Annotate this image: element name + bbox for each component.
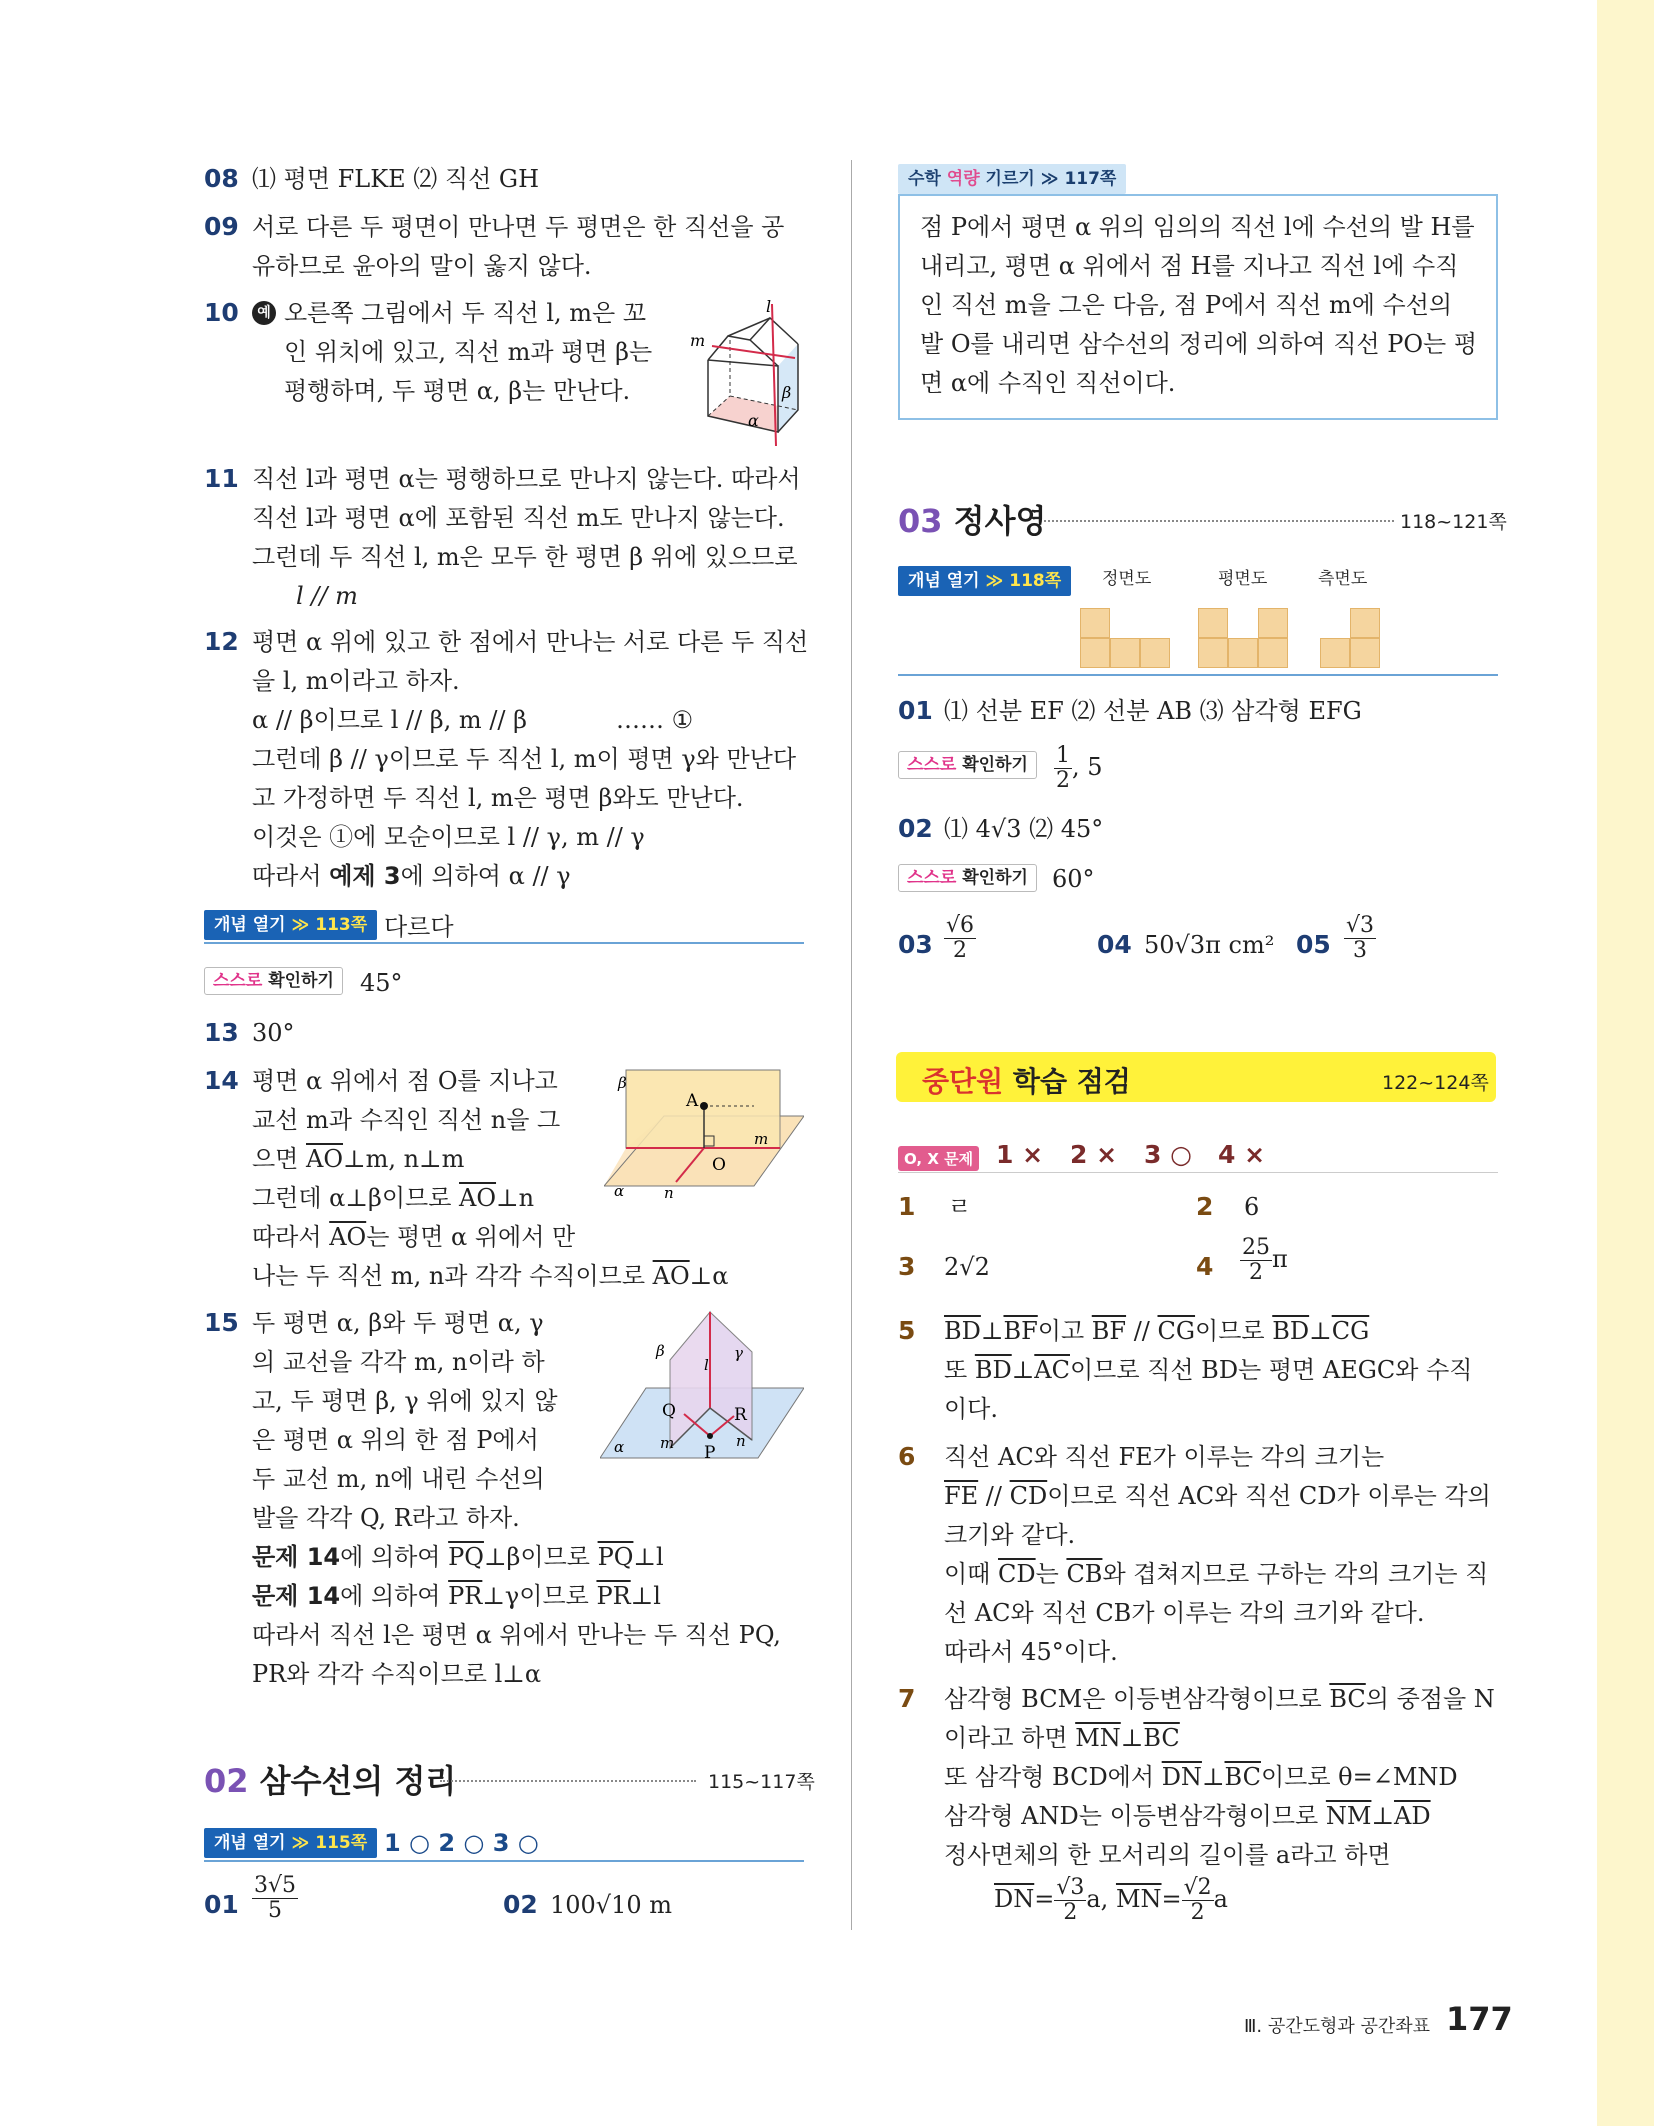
answer-text: ⑴ 선분 EF ⑵ 선분 AB ⑶ 삼각형 EFG	[944, 697, 1362, 725]
answer-text: 2√2	[944, 1253, 990, 1281]
answer-text: α // β이므로 l // β, m // β	[252, 706, 527, 734]
page-range: 122~124쪽	[1382, 1072, 1489, 1094]
svg-text:m: m	[690, 331, 706, 350]
concept-tag: 개념 열기 ≫ 118쪽	[898, 566, 1071, 596]
svg-text:n: n	[736, 1432, 746, 1450]
answer-text: 유하므로 윤아의 말이 옳지 않다.	[252, 252, 592, 280]
answer-text: 50√3π cm²	[1144, 931, 1275, 959]
column-divider	[851, 160, 852, 1930]
answer-text: 나는 두 직선 m, n과 각각 수직이므로 $\overline{AO}\perp\alpha$	[252, 1262, 729, 1290]
view-label-top: 평면도	[1218, 569, 1268, 589]
ox-item: 2 ×	[1070, 1140, 1118, 1169]
answer-number: 2	[1196, 1192, 1214, 1221]
answer-number: 02	[503, 1890, 538, 1919]
box-text: 면 α에 수직인 직선이다.	[920, 369, 1176, 397]
answer-text: 따라서 45°이다.	[944, 1638, 1118, 1666]
answer-text: 정사면체의 한 모서리의 길이를 a라고 하면	[944, 1841, 1391, 1869]
answer-text: 따라서 직선 l은 평면 α 위에서 만나는 두 직선 PQ,	[252, 1621, 781, 1649]
answer-text: 오른쪽 그림에서 두 직선 l, m은 꼬	[284, 299, 647, 327]
self-check-answer: 60°	[1052, 865, 1095, 893]
ox-label: O, X 문제	[898, 1146, 979, 1171]
concept-answer: 1 ○ 2 ○ 3 ○	[384, 1829, 539, 1857]
answer-fraction: $\frac{3√5}{5}$	[254, 1873, 297, 1923]
answer-number: 15	[204, 1308, 239, 1337]
banner-title: 중단원 학습 점검	[922, 1065, 1131, 1098]
answer-text: 선 AC와 직선 CB가 이루는 각의 크기와 같다.	[944, 1599, 1425, 1627]
example-badge: 예	[252, 301, 276, 325]
answer-number: 14	[204, 1066, 239, 1095]
answer-number: 02	[898, 814, 933, 843]
answer-text: 평면 α 위에서 점 O를 지나고	[252, 1067, 558, 1095]
svg-text:m: m	[754, 1130, 769, 1148]
answer-number: 3	[898, 1252, 916, 1281]
three-planes-figure	[600, 1308, 804, 1466]
page-range: 118~121쪽	[1400, 511, 1507, 533]
answer-text: 평면 α 위에 있고 한 점에서 만나는 서로 다른 두 직선	[252, 628, 809, 656]
page-range: 115~117쪽	[708, 1771, 815, 1793]
answer-text: 문제 14에 의하여 $\overline{PQ}\perp\beta$이므로 $\overline{PQ}\perp l$	[252, 1543, 664, 1571]
answer-number: 1	[898, 1192, 916, 1221]
svg-text:l: l	[704, 1356, 709, 1374]
answer-text: 또 삼각형 BCD에서 $\overline{DN}\perp\overline{BC}$이므로 θ=∠MND	[944, 1763, 1458, 1791]
answer-text: 직선 l과 평면 α에 포함된 직선 m도 만나지 않는다.	[252, 504, 785, 532]
answer-text: 고, 두 평면 β, γ 위에 있지 않	[252, 1387, 558, 1415]
answer-text: 그런데 β // γ이므로 두 직선 l, m이 평면 γ와 만난다	[252, 745, 797, 773]
svg-text:β: β	[618, 1074, 627, 1092]
self-check-tag: 스스로 확인하기	[204, 967, 343, 995]
answer-text: 이것은 ①에 모순이므로 l // γ, m // γ	[252, 823, 645, 851]
svg-text:n: n	[664, 1184, 674, 1202]
svg-text:Q: Q	[662, 1401, 676, 1421]
svg-text:α: α	[614, 1182, 625, 1200]
concept-tag: 개념 열기 ≫ 113쪽	[204, 910, 377, 940]
answer-text: PR와 각각 수직이므로 l⊥α	[252, 1660, 542, 1688]
answer-text: 인 위치에 있고, 직선 m과 평면 β는	[284, 338, 653, 366]
page-number: 177	[1446, 2000, 1513, 2038]
answer-number: 08	[204, 164, 239, 193]
prism-figure	[690, 296, 810, 446]
svg-text:β: β	[782, 383, 792, 402]
answer-text: $\overline{FE} // \overline{CD}$이므로 직선 AC와 직선 CD가 이루는 각의	[944, 1482, 1491, 1510]
answer-number: 13	[204, 1018, 239, 1047]
divider	[898, 1172, 1498, 1173]
answer-text: 은 평면 α 위의 한 점 P에서	[252, 1426, 539, 1454]
svg-text:β: β	[656, 1342, 665, 1360]
view-label-side: 측면도	[1318, 569, 1368, 589]
competency-tag: 수학 역량 기르기 ≫ 117쪽	[898, 164, 1126, 194]
side-margin-strip	[1597, 0, 1654, 2126]
answer-text: 을 l, m이라고 하자.	[252, 667, 460, 695]
divider	[204, 1860, 804, 1862]
answer-text: …… ①	[616, 706, 694, 734]
svg-text:A: A	[686, 1091, 699, 1111]
answer-number: 7	[898, 1684, 916, 1713]
answer-text: 의 교선을 각각 m, n이라 하	[252, 1348, 545, 1376]
answer-text: 따라서 예제 3에 의하여 α // γ	[252, 862, 571, 890]
svg-text:γ: γ	[734, 1344, 743, 1362]
answer-fraction: $\frac{√3}{3}$	[1346, 913, 1375, 963]
answer-number: 01	[898, 696, 933, 725]
section-heading: 02 삼수선의 정리	[204, 1762, 457, 1800]
self-check-tag: 스스로 확인하기	[898, 751, 1037, 779]
answer-number: 04	[1097, 930, 1132, 959]
svg-text:O: O	[712, 1155, 726, 1175]
answer-fraction: $\frac{√6}{2}$	[946, 913, 975, 963]
svg-text:P: P	[704, 1443, 716, 1463]
answer-text: 문제 14에 의하여 $\overline{PR}\perp\gamma$이므로 $\overline{PR}\perp l$	[252, 1582, 661, 1610]
answer-number: 6	[898, 1442, 916, 1471]
answer-text: 이다.	[944, 1395, 998, 1423]
chapter-label: Ⅲ. 공간도형과 공간좌표	[1244, 2016, 1431, 2037]
answer-text: 발을 각각 Q, R라고 하자.	[252, 1504, 520, 1532]
self-check-answer: 45°	[360, 969, 403, 997]
view-label-front: 정면도	[1102, 569, 1152, 589]
section-heading: 03 정사영	[898, 502, 1047, 540]
answer-text: l // m	[296, 582, 358, 610]
answer-text: $\overline{DN}=$ $\frac{√3}{2}$ a, $\overline{MN}=$ $\frac{√2}{2}$ a	[994, 1875, 1228, 1925]
svg-text:m: m	[660, 1434, 675, 1452]
answer-text: 두 평면 α, β와 두 평면 α, γ	[252, 1309, 544, 1337]
answer-text: 그런데 두 직선 l, m은 모두 한 평면 β 위에 있으므로	[252, 543, 798, 571]
answer-text: 으면 $\overline{AO}\perp m$, n⊥m	[252, 1145, 465, 1173]
answer-number: 4	[1196, 1252, 1214, 1281]
self-check-tag: 스스로 확인하기	[898, 864, 1037, 892]
dotted-leader	[440, 1780, 696, 1782]
answer-text: 6	[1244, 1193, 1260, 1221]
concept-answer: 다르다	[384, 913, 454, 941]
answer-text: 교선 m과 수직인 직선 n을 그	[252, 1106, 561, 1134]
answer-text: 삼각형 BCM은 이등변삼각형이므로 $\overline{BC}$의 중점을 N	[944, 1685, 1495, 1713]
answer-text: 크기와 같다.	[944, 1521, 1076, 1549]
answer-text: 이때 $\overline{CD}$는 $\overline{CB}$와 겹쳐지므로 구하는 각의 크기는 직	[944, 1560, 1489, 1588]
answer-text: 그런데 α⊥β이므로 $\overline{AO}\perp n$	[252, 1184, 535, 1212]
box-text: 점 P에서 평면 α 위의 임의의 직선 l에 수선의 발 H를	[920, 213, 1475, 241]
answer-text: 서로 다른 두 평면이 만나면 두 평면은 한 직선을 공	[252, 213, 785, 241]
ox-item: 3 ○	[1144, 1140, 1192, 1169]
self-check-answer: $\frac{1}{2}$ , 5	[1056, 743, 1103, 793]
answer-text: ⑴ 4√3 ⑵ 45°	[944, 815, 1104, 843]
divider	[898, 674, 1498, 676]
svg-text:R: R	[734, 1405, 747, 1425]
answer-number: 03	[898, 930, 933, 959]
box-text: 인 직선 m을 그은 다음, 점 P에서 직선 m에 수선의	[920, 291, 1453, 319]
box-text: 내리고, 평면 α 위에서 점 H를 지나고 직선 l에 수직	[920, 252, 1459, 280]
answer-text: 평행하며, 두 평면 α, β는 만난다.	[284, 377, 631, 405]
box-text: 발 O를 내리면 삼수선의 정리에 의하여 직선 PO는 평	[920, 330, 1478, 358]
answer-text: ⑴ 평면 FLKE ⑵ 직선 GH	[252, 165, 540, 193]
answer-text: 따라서 $\overline{AO}$는 평면 α 위에서 만	[252, 1223, 576, 1251]
answer-text: 직선 l과 평면 α는 평행하므로 만나지 않는다. 따라서	[252, 465, 801, 493]
answer-text: 삼각형 AND는 이등변삼각형이므로 $\overline{NM}\perp\overline{AD}$	[944, 1802, 1431, 1830]
answer-text: 30°	[252, 1019, 295, 1047]
perpendicular-planes-figure	[604, 1066, 804, 1216]
answer-number: 09	[204, 212, 239, 241]
answer-text: 이라고 하면 $\overline{MN}\perp\overline{BC}$	[944, 1724, 1180, 1752]
answer-text: 두 교선 m, n에 내린 수선의	[252, 1465, 545, 1493]
svg-text:l: l	[766, 297, 772, 316]
answer-text: 100√10 m	[550, 1891, 673, 1919]
dotted-leader	[1044, 520, 1394, 522]
svg-text:α: α	[614, 1438, 625, 1456]
answer-number: 12	[204, 627, 239, 656]
answer-text: $\overline{BD}\perp\overline{BF}$이고 $\overline{BF} // \overline{CG}$이므로 $\overline{BD}\perp\overline{CG}$	[944, 1317, 1370, 1345]
answer-text: 직선 AC와 직선 FE가 이루는 각의 크기는	[944, 1443, 1385, 1471]
answer-fraction: $\frac{25}{2}$ π	[1242, 1235, 1288, 1285]
answer-text: ㄹ	[948, 1193, 972, 1221]
answer-number: 01	[204, 1890, 239, 1919]
answer-text: 고 가정하면 두 직선 l, m은 평면 β와도 만난다.	[252, 784, 744, 812]
ox-item: 4 ×	[1218, 1140, 1266, 1169]
answer-number: 05	[1296, 930, 1331, 959]
concept-tag: 개념 열기 ≫ 115쪽	[204, 1828, 377, 1858]
svg-text:α: α	[748, 411, 759, 430]
divider	[204, 942, 804, 944]
ox-item: 1 ×	[996, 1140, 1044, 1169]
answer-number: 10	[204, 298, 239, 327]
answer-number: 5	[898, 1316, 916, 1345]
answer-text: 또 $\overline{BD}\perp\overline{AC}$이므로 직선 BD는 평면 AEGC와 수직	[944, 1356, 1473, 1384]
answer-number: 11	[204, 464, 239, 493]
